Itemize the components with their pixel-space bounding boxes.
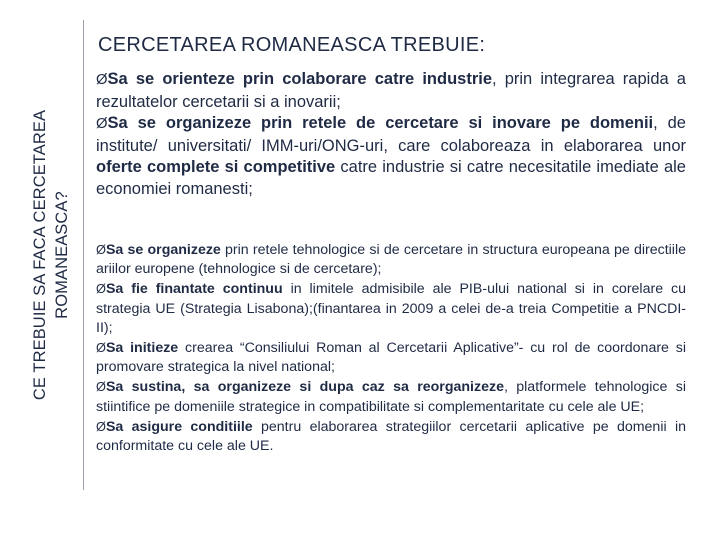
bullet-list-primary xyxy=(96,69,686,200)
bullet-text: catre industrie si catre necesitatile imediate ale economiei romanesti; xyxy=(96,158,686,198)
side-heading-text xyxy=(29,110,73,400)
bullet-item xyxy=(96,69,686,113)
bullet-item xyxy=(96,377,686,416)
side-heading-line-2: ROMANEASCA? xyxy=(53,191,72,319)
arrow-bullet-icon: Ø xyxy=(96,281,106,297)
arrow-bullet-icon: Ø xyxy=(96,116,108,132)
bullet-text: , platformele tehnologice si stiintifice pe domeniile strategice in compatibilitate si complementaritate cu cele ale UE; xyxy=(96,379,686,415)
bullet-lead: Sa asigure conditiile xyxy=(105,418,253,435)
bullet-item xyxy=(96,113,686,200)
bullet-lead: Sa se orienteze prin colaborare catre industrie xyxy=(107,70,492,88)
arrow-bullet-icon: Ø xyxy=(96,72,108,88)
bullet-lead: Sa sustina, sa organizeze si dupa caz sa reorganizeze xyxy=(105,379,504,396)
bullet-text: , prin integrarea rapida a rezultatelor cercetarii si a inovarii; xyxy=(96,70,686,111)
arrow-bullet-icon: Ø xyxy=(96,379,106,395)
bullet-text: pentru elaborarea strategiilor cercetarii aplicative pe domenii in conformitate cu cele ale UE. xyxy=(96,418,686,455)
bullet-lead: Sa se organizeze prin retele de cercetare si inovare pe domenii xyxy=(107,114,654,132)
bullet-text: in limitele admisibile ale PIB-ului national si in corelare cu strategia UE (Strategia Lisabona);(finantarea in 2009 a celei de-a treia Competitie a PNCDI- II); xyxy=(96,281,686,336)
bullet-item xyxy=(96,417,686,456)
side-heading-line-1: CE TREBUIE SA FACA CERCETAREA xyxy=(31,109,50,401)
vertical-side-heading xyxy=(24,20,78,490)
bullet-lead: Sa se organizeze xyxy=(105,242,221,258)
bullet-item xyxy=(96,279,686,338)
bullet-item xyxy=(96,338,686,377)
bullet-item xyxy=(96,240,686,279)
bullet-emphasis: oferte complete si competitive xyxy=(96,158,336,176)
bullet-text: prin retele tehnologice si de cercetare in structura europeana pe directiile ariilor europene (tehnologice si de cercetare); xyxy=(96,242,686,278)
bullet-list-secondary xyxy=(96,240,686,456)
slide-title: CERCETAREA ROMANEASCA TREBUIE: xyxy=(98,34,486,56)
bullet-text: , de institute/ universitati/ IMM-uri/ONG-uri, care colaboreaza in elaborarea unor xyxy=(96,114,686,155)
arrow-bullet-icon: Ø xyxy=(96,242,106,257)
arrow-bullet-icon: Ø xyxy=(96,418,106,434)
divider-line xyxy=(83,20,84,490)
bullet-lead: Sa initieze xyxy=(105,340,179,357)
arrow-bullet-icon: Ø xyxy=(96,340,106,356)
bullet-text: crearea “Consiliului Roman al Cercetarii Aplicative”- cu rol de coordonare si promovare strategica la nivel national; xyxy=(96,340,686,376)
bullet-lead: Sa fie finantate continuu xyxy=(105,281,283,298)
